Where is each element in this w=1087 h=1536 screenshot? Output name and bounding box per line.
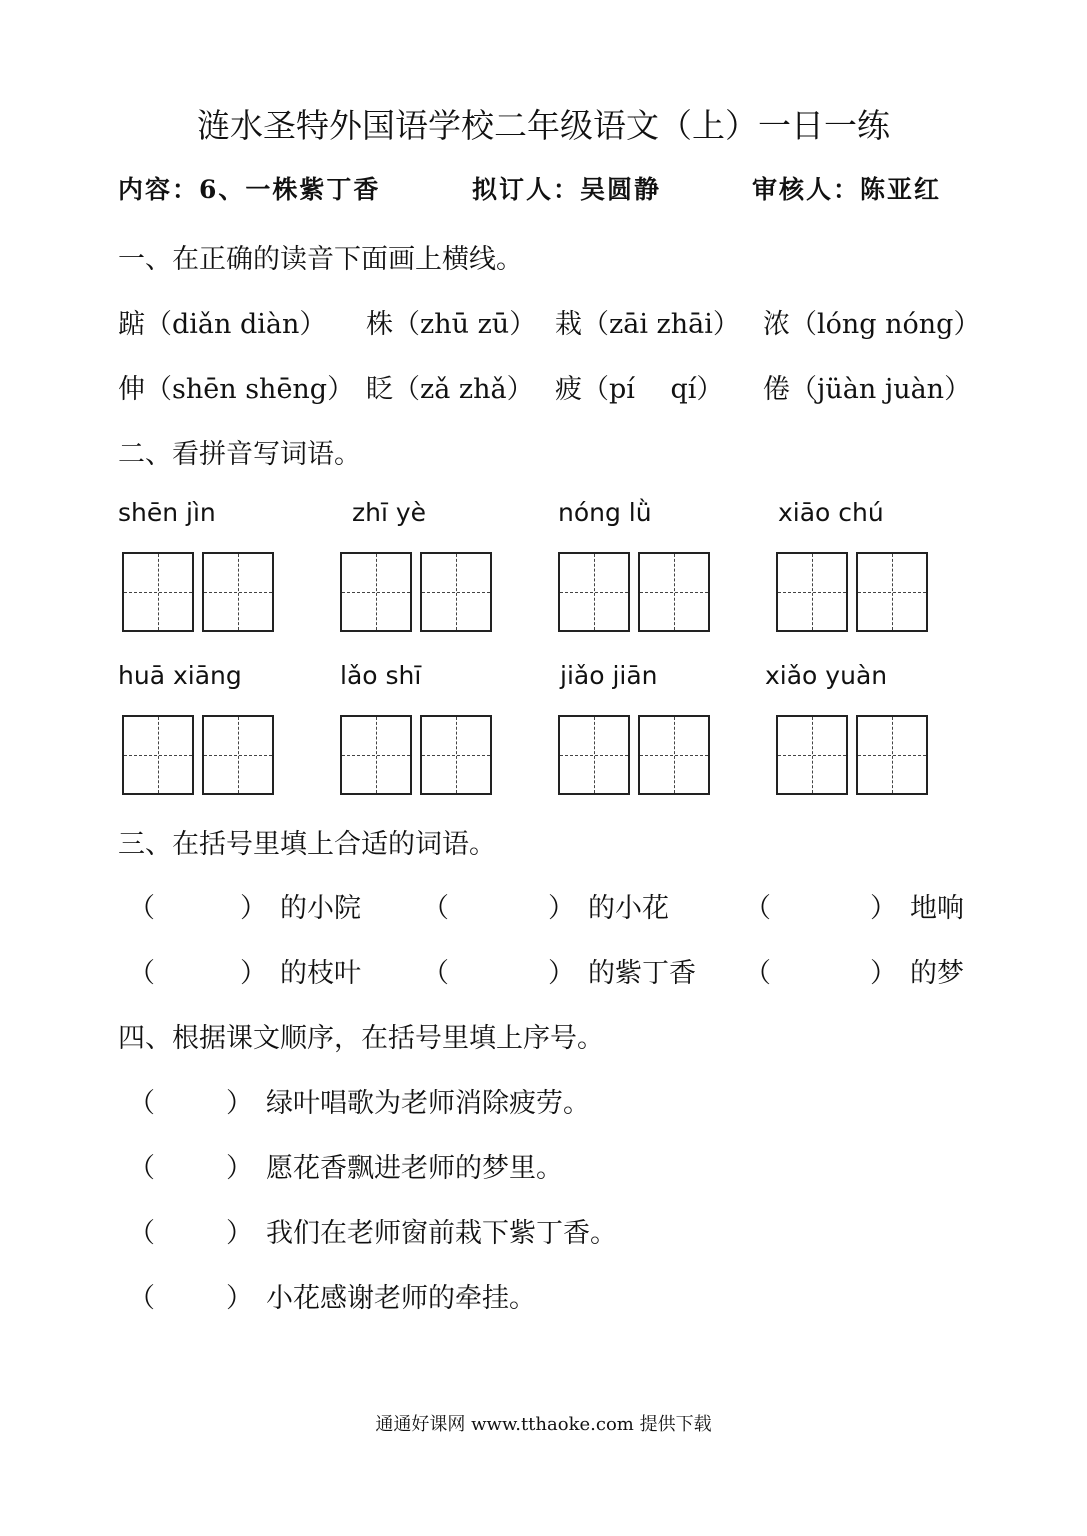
pinyin-choice: 倦（jüàn juàn） [763,374,972,405]
open-paren: （ [422,958,449,989]
section2-heading: 二、看拼音写词语。 [118,439,361,470]
meta-content: 内容：6、一株紫丁香 [118,175,381,204]
pinyin-choice: 眨（zǎ zhǎ） [366,374,534,405]
close-paren: ） [240,893,267,924]
writing-box[interactable] [856,715,928,795]
open-paren: （ [128,1153,155,1184]
close-paren: ） [548,958,575,989]
close-paren: ） [226,1283,253,1314]
close-paren: ） [548,893,575,924]
writing-box[interactable] [856,552,928,632]
open-paren: （ [744,893,771,924]
fill-word: 的小院 [280,893,361,924]
pinyin-choice: 疲（pí qí） [555,374,724,405]
pinyin-choice: 伸（shēn shēng） [118,374,355,405]
order-item: 我们在老师窗前栽下紫丁香。 [266,1218,617,1249]
close-paren: ） [870,958,897,989]
open-paren: （ [128,958,155,989]
pinyin-label: xiǎo yuàn [765,661,888,690]
footer: 通通好课网 www.tthaoke.com 提供下载 [375,1414,712,1435]
close-paren: ） [870,893,897,924]
order-item: 绿叶唱歌为老师消除疲劳。 [266,1088,590,1119]
writing-box[interactable] [340,715,412,795]
pinyin-label: nóng lǜ [558,498,652,527]
writing-box[interactable] [776,552,848,632]
fill-word: 的梦 [910,958,964,989]
section3-heading: 三、在括号里填上合适的词语。 [118,829,496,860]
writing-box[interactable] [558,552,630,632]
fill-word: 的小花 [588,893,669,924]
open-paren: （ [128,1283,155,1314]
writing-box[interactable] [420,552,492,632]
open-paren: （ [422,893,449,924]
writing-box[interactable] [776,715,848,795]
pinyin-label: jiǎo jiān [560,661,658,690]
writing-box[interactable] [122,552,194,632]
pinyin-choice: 踮（diǎn diàn） [118,309,327,340]
meta-reviewer: 审核人：陈亚红 [752,175,942,204]
fill-word: 的枝叶 [280,958,361,989]
writing-box[interactable] [202,715,274,795]
close-paren: ） [226,1088,253,1119]
close-paren: ） [240,958,267,989]
pinyin-choice: 浓（lóng nóng） [763,309,981,340]
page-title: 涟水圣特外国语学校二年级语文（上）一日一练 [197,106,890,145]
pinyin-label: shēn jìn [118,498,216,527]
fill-word: 地响 [910,893,964,924]
open-paren: （ [744,958,771,989]
writing-box[interactable] [122,715,194,795]
pinyin-choice: 栽（zāi zhāi） [555,309,740,340]
close-paren: ） [226,1218,253,1249]
open-paren: （ [128,1088,155,1119]
open-paren: （ [128,1218,155,1249]
fill-word: 的紫丁香 [588,958,696,989]
pinyin-label: lǎo shī [340,661,422,690]
meta-author: 拟订人：吴圆静 [472,175,662,204]
section4-heading: 四、根据课文顺序，在括号里填上序号。 [118,1023,604,1054]
pinyin-choice: 株（zhū zū） [366,309,537,340]
close-paren: ） [226,1153,253,1184]
order-item: 小花感谢老师的牵挂。 [266,1283,536,1314]
section1-heading: 一、在正确的读音下面画上横线。 [118,244,523,275]
open-paren: （ [128,893,155,924]
writing-box[interactable] [638,715,710,795]
pinyin-label: huā xiāng [118,661,242,690]
writing-box[interactable] [638,552,710,632]
writing-box[interactable] [340,552,412,632]
writing-box[interactable] [202,552,274,632]
order-item: 愿花香飘进老师的梦里。 [266,1153,563,1184]
writing-box[interactable] [558,715,630,795]
pinyin-label: xiāo chú [778,498,884,527]
pinyin-label: zhī yè [352,498,427,527]
writing-box[interactable] [420,715,492,795]
